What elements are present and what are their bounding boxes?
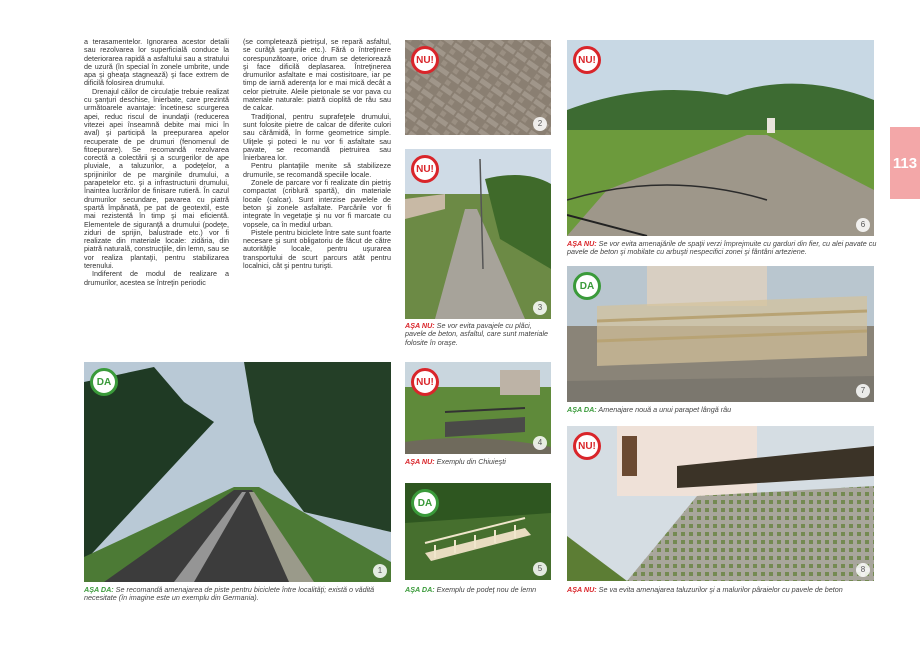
nu-badge: NU! — [573, 46, 601, 74]
bike-lane-illustration — [84, 362, 391, 582]
paragraph: a terasamentelor. Ignorarea acestor detalii sau rezolvarea lor superficială conduce la deteriorarea rapidă a asfaltului sau a stratului de uzură (în special în zonele umbrite, unde apa şi gheaţa stagnează) şi face extrem de dificilă folosirea drumului. — [84, 37, 229, 88]
photo-number: 4 — [533, 436, 547, 450]
paragraph: (se completează pietrişul, se repară asfaltul, se curăţă şanţurile etc.). Fără o întreţinere corespunzătoare, orice drum se deteriorează şi face dificilă deplasarea. Întreţinerea drumurilor asfaltate e mai costisitoare, iar pe timp de iarnă aderenţa lor e mai mică decât a celor pietruite. Aleile pietonale se vor pava cu materiale naturale: piatră cioplită de râu sau de calcar. — [243, 37, 391, 113]
caption-label: AŞA DA: — [567, 405, 597, 414]
photo-bike-lane — [84, 362, 391, 582]
paragraph: Indiferent de modul de realizare a drumurilor, acestea se întreţin periodic — [84, 269, 229, 287]
caption-text: Exemplu de podeţ nou de lemn — [434, 585, 537, 594]
photo-park-fence — [567, 40, 874, 236]
da-badge: DA — [411, 489, 439, 517]
photo-number: 3 — [533, 301, 547, 315]
da-badge: DA — [90, 368, 118, 396]
page-number-tab — [890, 127, 920, 199]
wooden-parapet-illustration — [567, 266, 874, 402]
photo-number: 2 — [533, 117, 547, 131]
page-number: 113 — [892, 154, 918, 172]
caption-7 — [567, 406, 877, 414]
caption-label: AŞA DA: — [84, 585, 114, 594]
caption-text: Se va evita amenajarea taluzurilor şi a malurilor pâraielor cu pavele de beton — [596, 585, 843, 594]
caption-label: AŞA DA: — [405, 585, 435, 594]
photo-pavers — [405, 40, 551, 135]
nu-badge: NU! — [573, 432, 601, 460]
caption-label: AŞA NU: — [405, 321, 435, 330]
caption-text: Exemplu din Chiuieşti — [434, 457, 506, 466]
caption-6 — [567, 240, 877, 257]
caption-text: Se vor evita amenajările de spaţii verzi împrejmuite cu garduri din fier, cu alei pavate cu pavele de beton şi mobilate cu arbuşti nespecifici zonei şi fântâni arteziene. — [567, 239, 877, 257]
caption-text: Amenajare nouă a unui parapet lângă râu — [596, 405, 732, 414]
paragraph: Tradiţional, pentru suprafeţele drumului, sunt folosite pietre de calcar de diferite culori sau cărămidă, în forme geometrice simple. Uliţele şi poteci le nu vor fi asfaltate sau pavate, se recomandă pietruirea sau înierbarea lor. — [243, 111, 391, 163]
photo-number: 8 — [856, 563, 870, 577]
photo-number: 7 — [856, 384, 870, 398]
caption-text: Se vor evita pavajele cu plăci, pavele de beton, asfaltul, care sunt materiale folosite în oraşe. — [405, 321, 549, 347]
da-badge: DA — [573, 272, 601, 300]
photo-number: 5 — [533, 562, 547, 576]
park-fence-illustration — [567, 40, 874, 236]
paragraph: Zonele de parcare vor fi realizate din pietriş compactat (criblură spartă), din materiale locale (calcar). Sunt interzise pavelele de beton şi zonele asfaltate. Parcările vor fi integrate în vegetaţie şi nu vor fi marcate cu vopsele, ca în mediul urban. — [243, 178, 391, 229]
caption-5 — [405, 586, 553, 594]
caption-3 — [405, 322, 553, 347]
concrete-embankment-illustration — [567, 426, 874, 581]
photo-concrete-embankment — [567, 426, 874, 581]
photo-number: 1 — [373, 564, 387, 578]
text-column-1 — [84, 38, 229, 287]
text-column-2 — [243, 38, 391, 270]
photo-wooden-footbridge — [405, 483, 551, 580]
photo-number: 6 — [856, 218, 870, 232]
photo-metal-bridge — [405, 362, 551, 454]
paragraph: Pentru plantaţiile menite să stabilizeze drumurile, se recomandă speciile locale. — [243, 161, 391, 179]
caption-label: AŞA NU: — [567, 585, 597, 594]
nu-badge: NU! — [411, 46, 439, 74]
photo-sidewalk — [405, 149, 551, 319]
paragraph: Drenajul căilor de circulaţie trebuie realizat cu şanţuri deschise, înierbate, care prezintă următoarele avantaje: încetinesc scurgerea apei, reduc riscul de inundaţii (reducerea vitezei apei înseamnă debite mai mici în aval) şi participă la preepurarea apelor recuperate de pe drumuri (fenomenul de fitoepurare). Se recomandă rezolvarea corectă a colectării şi a scurgerilor de ape pluviale, a taluzurilor, a podeţelor, a sprijinirilor de pe marginile drumului, a parapetelor etc. şi a infrastructurii drumului, înaintea lucrărilor de finisare rutieră. În cazul drumurilor secundare, pavarea cu piatră spartă împănată, pe pat de geotextil, este mai rezistentă în timp şi mai eficientă. Elementele de siguranţă a drumului (podeţe, ziduri de sprijin, balustrade etc.) vor fi realizate din materiale locale: zidăria, din piatră naturală, construcţiile, din lemn, sau se vor realiza plantaţii, pentru stabilizarea terenului. — [84, 86, 229, 271]
photo-wooden-parapet — [567, 266, 874, 402]
caption-1 — [84, 586, 394, 603]
caption-8 — [567, 586, 877, 594]
nu-badge: NU! — [411, 368, 439, 396]
caption-label: AŞA NU: — [567, 239, 597, 248]
caption-text: Se recomandă amenajarea de piste pentru biciclete între localităţi; există o vădită necesitate (în imagine este un exemplu din Germania). — [84, 585, 375, 603]
caption-4 — [405, 458, 553, 466]
paragraph: Pistele pentru biciclete între sate sunt foarte necesare şi sunt obligatoriu de făcut de către autorităţile locale, pentru uşurarea transportului de scurt parcurs atât pentru localnici, cât şi pentru turişti. — [243, 227, 391, 271]
caption-label: AŞA NU: — [405, 457, 435, 466]
nu-badge: NU! — [411, 155, 439, 183]
